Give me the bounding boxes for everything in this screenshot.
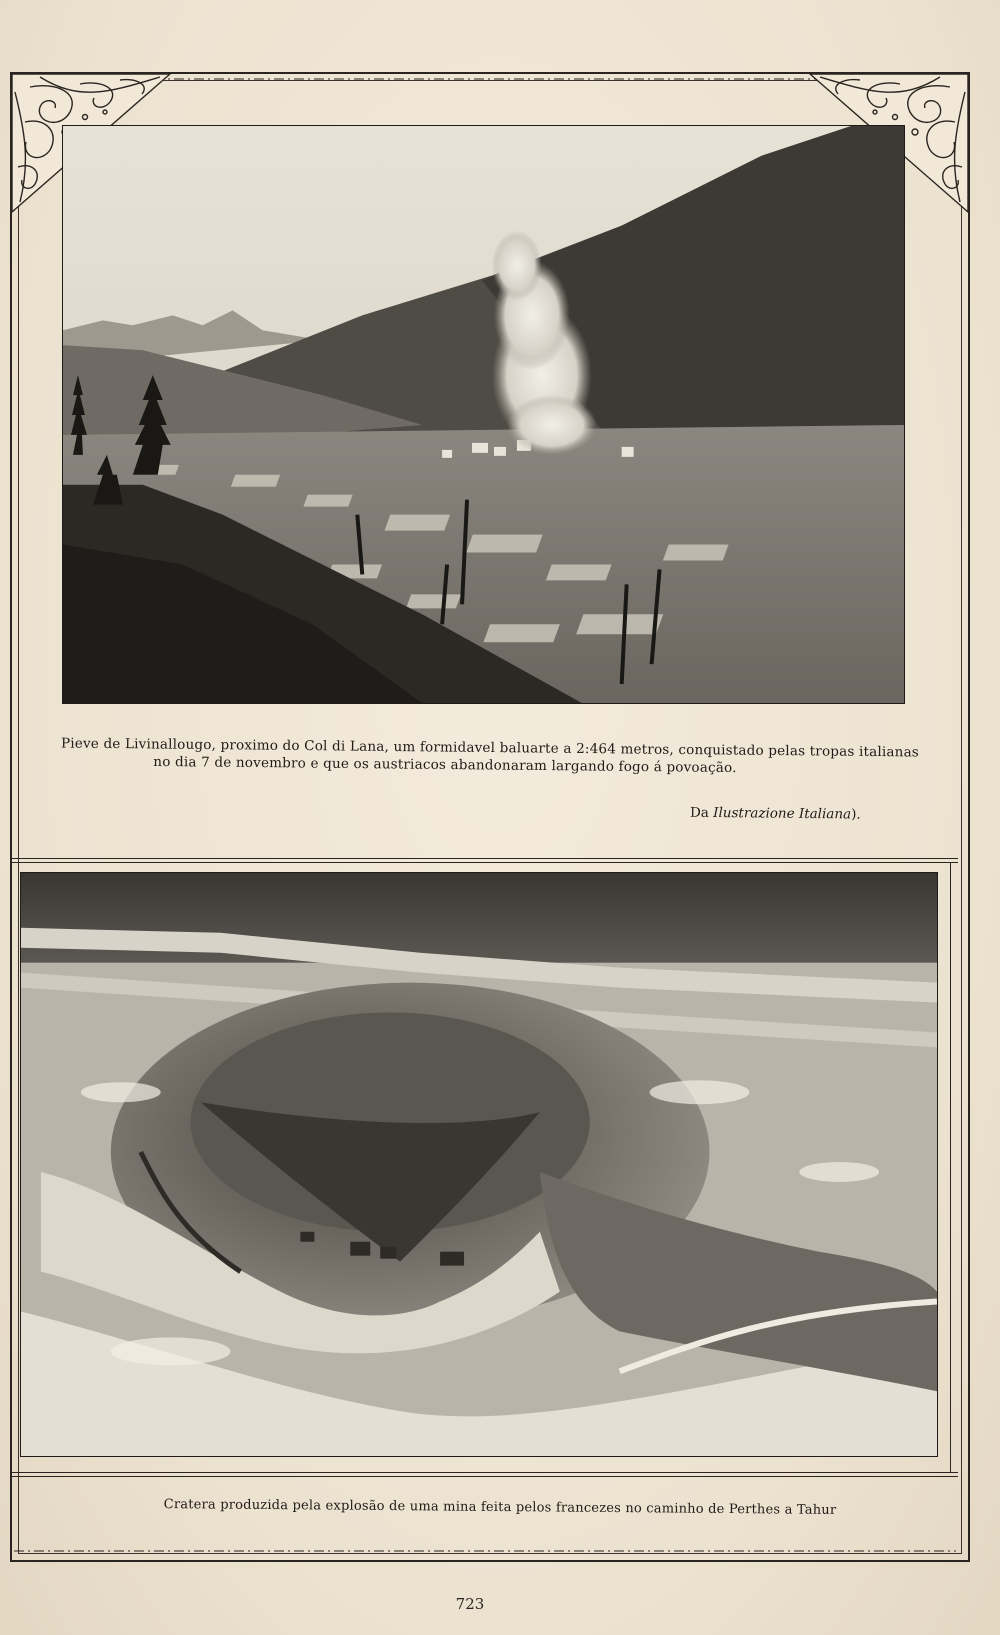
- photo-credit: [690, 805, 930, 824]
- credit-suffix: ).: [851, 806, 861, 823]
- photo-mine-crater: [20, 872, 938, 1457]
- separator-rule: [12, 862, 958, 863]
- credit-source: Ilustrazione Italiana: [713, 804, 852, 823]
- bottom-caption: Cratera produzida pela explosão de uma mina feita pelos francezes no caminho de Perthes a Tahur: [163, 1497, 837, 1518]
- page-number: 723: [455, 1595, 485, 1613]
- photo-livinallongo-village: [62, 125, 905, 704]
- top-caption-line-2: no dia 7 de novembro e que os austriacos abandonaram largando fogo á povoação.: [153, 753, 737, 777]
- separator-rule: [12, 1476, 958, 1477]
- frame-ornament-band-bottom: [14, 1548, 956, 1554]
- separator-vertical-rule: [950, 862, 951, 1472]
- top-caption-line-1: Pieve de Livinallougo, proximo do Col di Lana, um formidavel baluarte a 2:464 metros, conquistado pelas tropas italianas: [60, 735, 920, 761]
- separator-rule: [12, 858, 958, 859]
- credit-prefix: Da: [689, 804, 714, 821]
- separator-rule: [12, 1472, 958, 1473]
